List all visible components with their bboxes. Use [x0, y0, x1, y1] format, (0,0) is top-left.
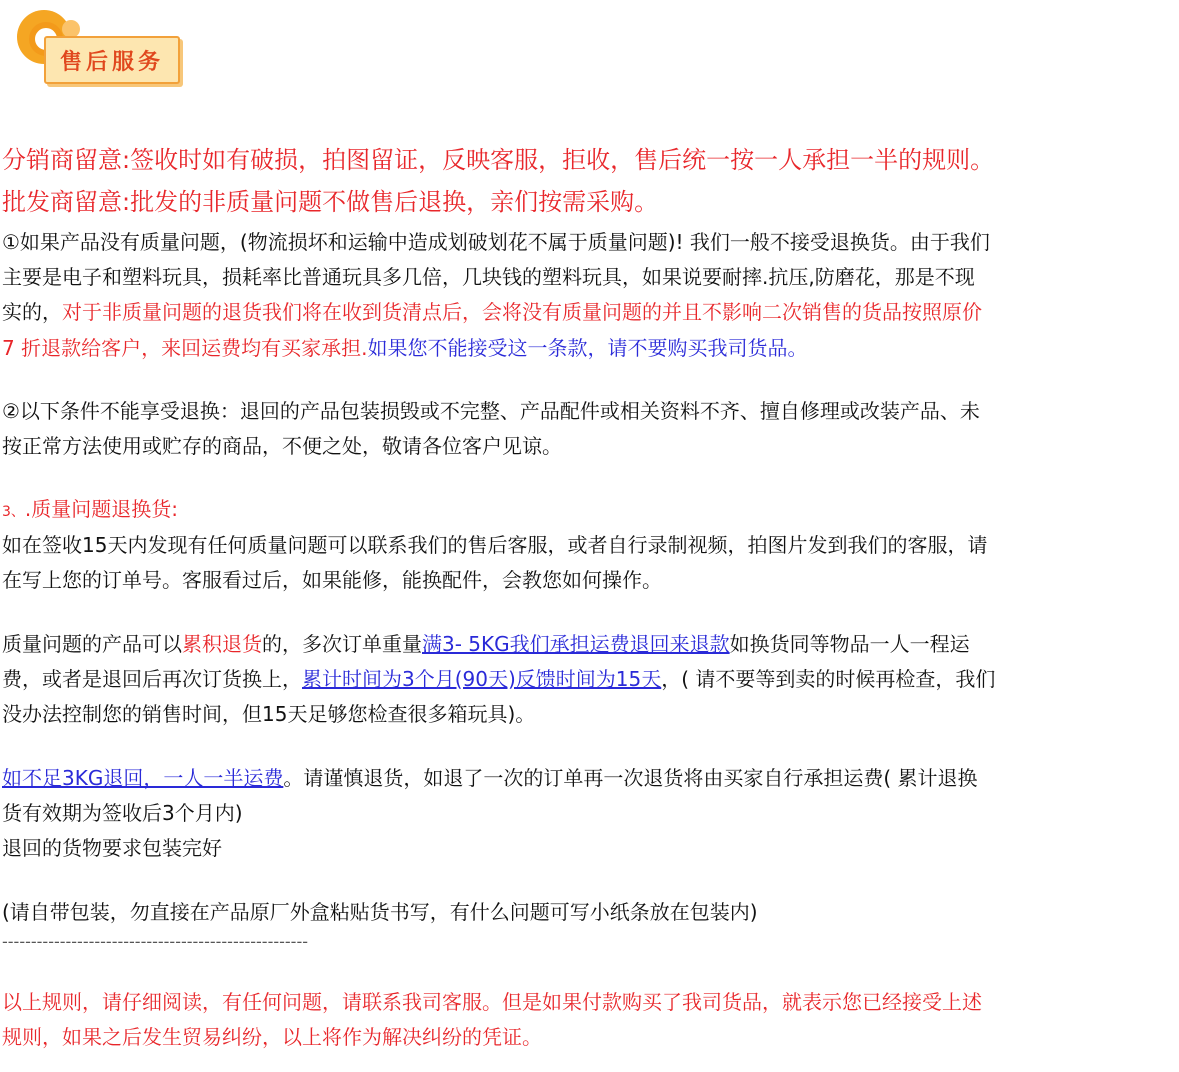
- rule4-text-c: 的，多次订单重量: [262, 632, 422, 656]
- rule1-refund-rate: 7 折退款给客户，来回运费均有买家承担.: [2, 336, 368, 360]
- closing-line1: 以上规则，请仔细阅读，有任何问题，请联系我司客服。但是如果付款购买了我司货品，就表示您已经接受上述: [2, 990, 982, 1014]
- rule1-line4: [2, 330, 807, 366]
- divider: -----------------------------------------------------: [2, 932, 308, 951]
- distributor-notice: 分销商留意:签收时如有破损，拍图留证，反映客服，拒收，售后统一按一人承担一半的规则。: [2, 146, 995, 174]
- rule5-line1: [2, 760, 978, 796]
- badge-label: 售后服务: [44, 36, 180, 84]
- closing-line2: 规则，如果之后发生贸易纠纷，以上将作为解决纠纷的凭证。: [2, 1025, 542, 1049]
- shipping-threshold-link[interactable]: 满3- 5KG我们承担运费退回来退款: [422, 632, 730, 656]
- rule4-line3: 没办法控制您的销售时间，但15天足够您检查很多箱玩具)。: [2, 702, 536, 726]
- rule4-text-g: ，( 请不要等到卖的时候再检查，我们: [661, 667, 996, 691]
- rule1-warning: 如果您不能接受这一条款，请不要购买我司货品。: [367, 336, 808, 360]
- rule1-line2: 主要是电子和塑料玩具，损耗率比普通玩具多几倍，几块钱的塑料玩具，如果说要耐摔.抗压,防磨花，那是不现: [2, 265, 975, 289]
- rule5-text: 。请谨慎退货，如退了一次的订单再一次退货将由买家自行承担运费( 累计退换: [283, 766, 978, 790]
- rule5-line2: 货有效期为签收后3个月内): [2, 801, 243, 825]
- rule4-text-e: 如换货同等物品一人一程运: [729, 632, 970, 656]
- rule3-heading-number: 3、: [2, 504, 25, 520]
- wholesaler-notice: 批发商留意:批发的非质量问题不做售后退换，亲们按需采购。: [2, 188, 659, 216]
- rule4-text-f: 费，或者是退回后再次订货换上，: [2, 667, 302, 691]
- rule3-line1: 如在签收15天内发现有任何质量问题可以联系我们的售后客服，或者自行录制视频，拍图片发到我们的客服，请: [2, 533, 988, 557]
- rule3-heading-text: .质量问题退换货:: [24, 497, 179, 521]
- cumulative-return-highlight: 累积退货: [182, 632, 262, 656]
- rule3-line2: 在写上您的订单号。客服看过后，如果能修，能换配件，会教您如何操作。: [2, 568, 662, 592]
- rule2-line1: ②以下条件不能享受退换：退回的产品包装损毁或不完整、产品配件或相关资料不齐、擅自修理或改装产品、未: [2, 399, 980, 423]
- rule4-text-a: 质量问题的产品可以: [2, 632, 182, 656]
- rule5-line3: 退回的货物要求包装完好: [2, 836, 222, 860]
- rule1-line3: [2, 294, 982, 330]
- rule2-line2: 按正常方法使用或贮存的商品，不便之处，敬请各位客户见谅。: [2, 434, 562, 458]
- time-limit-link[interactable]: 累计时间为3个月(90天)反馈时间为15天: [302, 667, 662, 691]
- packaging-note: (请自带包装，勿直接在产品原厂外盒粘贴货书写，有什么问题可写小纸条放在包装内): [2, 900, 758, 924]
- rule3-heading: [2, 491, 178, 530]
- rule4-line2: [2, 661, 995, 697]
- rule1-line1: ①如果产品没有质量问题，(物流损坏和运输中造成划破划花不属于质量问题)! 我们一般不接受退换货。由于我们: [2, 230, 990, 254]
- half-shipping-link[interactable]: 如不足3KG退回，一人一半运费: [2, 766, 284, 790]
- rule1-line3-start: 实的，: [2, 300, 62, 324]
- rule1-refund-rule: 对于非质量问题的退货我们将在收到货清点后，会将没有质量问题的并且不影响二次销售的货品按照原价: [62, 300, 982, 324]
- rule4-line1: [2, 626, 970, 662]
- after-sales-badge: [12, 8, 182, 88]
